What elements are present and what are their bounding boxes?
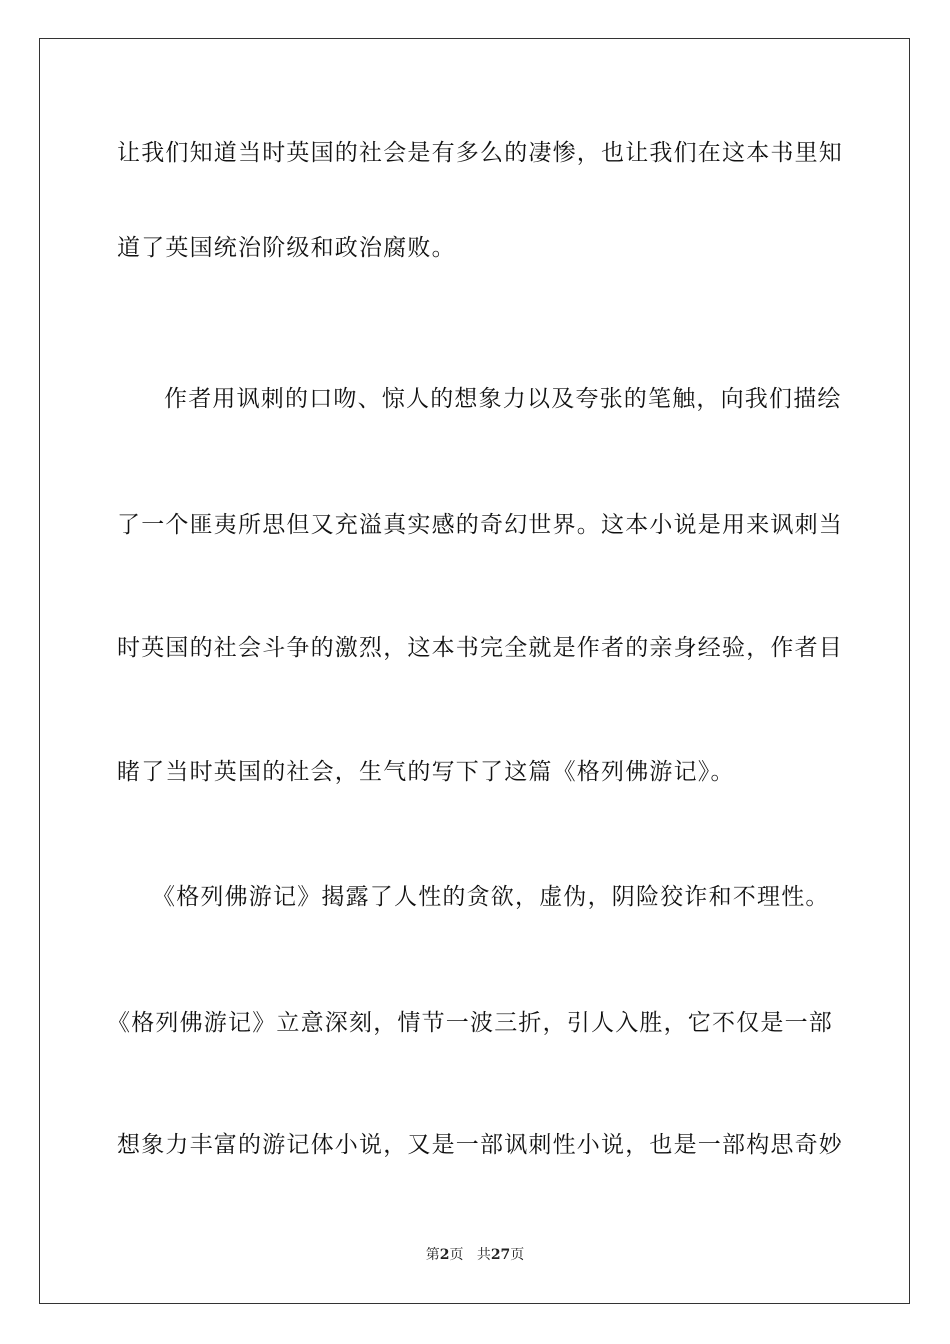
footer-total-number: 27 [490, 1247, 511, 1263]
footer-page-number: 2 [439, 1247, 450, 1263]
page-border [39, 38, 910, 1304]
text-line-3-paragraph-start: 作者用讽刺的口吻、惊人的想象力以及夸张的笔触，向我们描绘 [164, 386, 842, 412]
footer-page-prefix: 第 [425, 1247, 440, 1263]
text-line-7-paragraph-start: 《格列佛游记》揭露了人性的贪欲，虚伪，阴险狡诈和不理性。 [152, 884, 830, 910]
text-line-2: 道了英国统治阶级和政治腐败。 [117, 235, 456, 261]
text-line-6: 睹了当时英国的社会，生气的写下了这篇《格列佛游记》。 [117, 759, 735, 785]
footer-total-prefix: 共 [476, 1247, 491, 1263]
footer-page-suffix: 页 [449, 1247, 464, 1263]
page-footer [0, 1246, 950, 1264]
text-line-9: 想象力丰富的游记体小说，又是一部讽刺性小说，也是一部构思奇妙 [117, 1132, 843, 1158]
footer-total-suffix: 页 [510, 1247, 525, 1263]
text-line-5: 时英国的社会斗争的激烈，这本书完全就是作者的亲身经验，作者目 [117, 635, 843, 661]
text-line-4: 了一个匪夷所思但又充溢真实感的奇幻世界。这本小说是用来讽刺当 [117, 512, 843, 538]
text-line-8: 《格列佛游记》立意深刻，情节一波三折，引人入胜，它不仅是一部 [107, 1010, 833, 1036]
text-line-1: 让我们知道当时英国的社会是有多么的凄惨，也让我们在这本书里知 [117, 140, 843, 166]
